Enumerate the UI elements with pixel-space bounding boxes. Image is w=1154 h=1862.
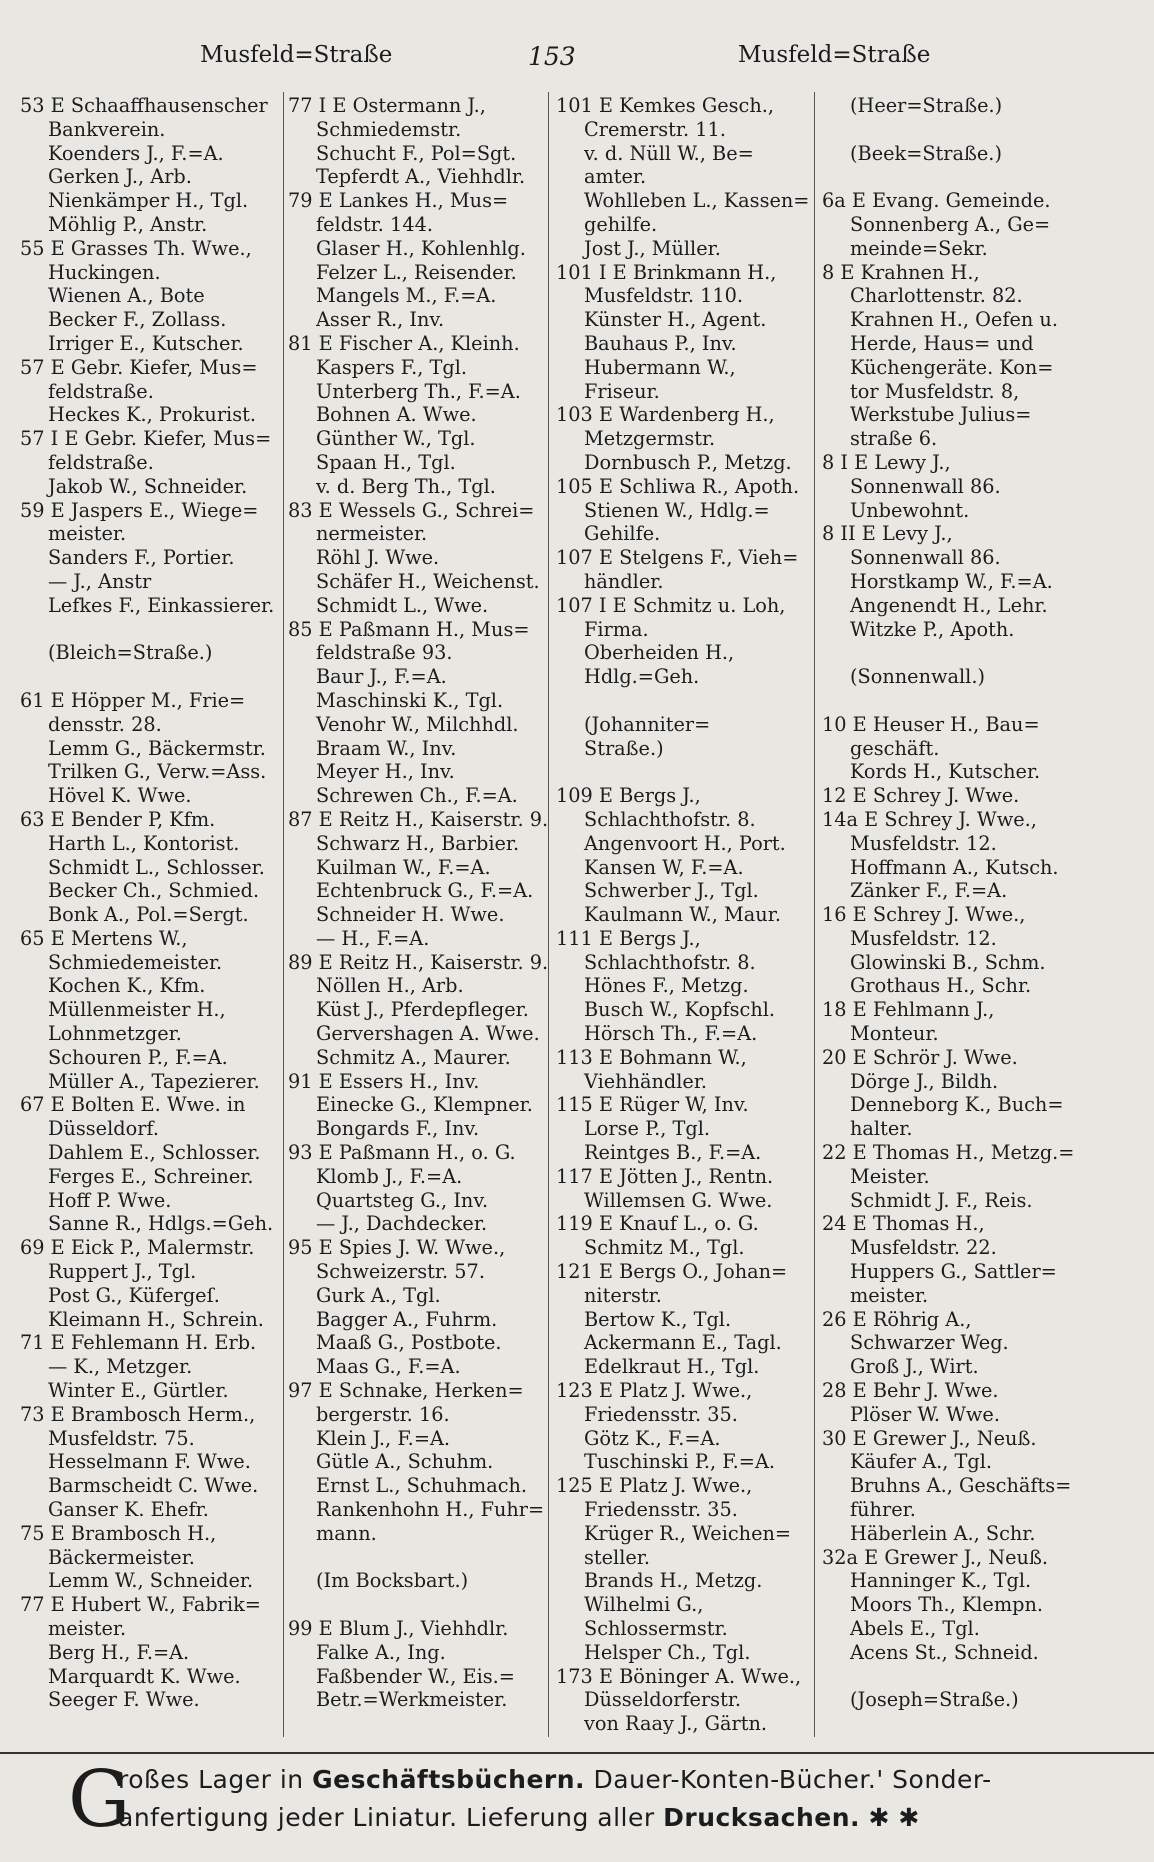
- house-entry: 57 I E Gebr. Kiefer, Mus=: [20, 427, 272, 451]
- spacer: [20, 618, 282, 642]
- ad-text: anfertigung jeder Liniatur. Lieferung aller: [118, 1803, 664, 1832]
- resident-entry: Wohlleben L., Kassen=: [584, 189, 810, 213]
- house-entry: 20 E Schrör J. Wwe.: [822, 1045, 1018, 1069]
- house-entry: 67 E Bolten E. Wwe. in: [20, 1093, 246, 1117]
- street-heading: Straße.): [584, 736, 664, 760]
- house-entry: 69 E Eick P., Malermstr.: [20, 1236, 255, 1260]
- house-entry: 123 E Platz J. Wwe.,: [556, 1379, 753, 1403]
- resident-entry: Monteur.: [850, 1022, 939, 1046]
- resident-entry: Kaulmann W., Maur.: [584, 903, 781, 927]
- resident-entry: Angenendt H., Lehr.: [850, 593, 1048, 617]
- house-entry: 18 E Fehlmann J.,: [822, 998, 995, 1022]
- resident-entry: Hesselmann F. Wwe.: [48, 1450, 251, 1474]
- resident-entry: Schmitz M., Tgl.: [584, 1236, 745, 1260]
- resident-entry: Oberheiden H.,: [584, 641, 735, 665]
- house-entry: 107 E Stelgens F., Vieh=: [556, 546, 799, 570]
- ad-text: roßes Lager in: [118, 1765, 313, 1794]
- resident-entry: Spaan H., Tgl.: [316, 450, 456, 474]
- resident-entry: Schmidt L., Schlosser.: [48, 855, 265, 879]
- resident-entry: Schwerber J., Tgl.: [584, 879, 759, 903]
- street-heading: (Im Bocksbart.): [316, 1569, 469, 1593]
- street-heading: (Sonnenwall.): [850, 665, 985, 689]
- house-entry: 173 E Böninger A. Wwe.,: [556, 1664, 802, 1688]
- resident-entry: Harth L., Kontorist.: [48, 831, 240, 855]
- resident-entry: Betr.=Werkmeister.: [316, 1688, 508, 1712]
- page-header: [0, 42, 1154, 76]
- resident-entry: tor Musfeldstr. 8,: [850, 379, 1020, 403]
- resident-entry: Nienkämper H., Tgl.: [48, 189, 249, 213]
- house-entry: 87 E Reitz H., Kaiserstr. 9.: [288, 807, 549, 831]
- resident-entry: niterstr.: [584, 1283, 662, 1307]
- house-entry: 111 E Bergs J.,: [556, 926, 701, 950]
- resident-entry: Barmscheidt C. Wwe.: [48, 1474, 259, 1498]
- house-entry: 26 E Röhrig A.,: [822, 1307, 972, 1331]
- resident-entry: Hövel K. Wwe.: [48, 784, 192, 808]
- house-entry: 85 E Paßmann H., Mus=: [288, 617, 530, 641]
- house-entry: 12 E Schrey J. Wwe.: [822, 784, 1020, 808]
- resident-entry: Musfeldstr. 22.: [850, 1236, 997, 1260]
- resident-entry: Günther W., Tgl.: [316, 427, 476, 451]
- house-entry: 79 E Lankes H., Mus=: [288, 189, 509, 213]
- resident-entry: Horstkamp W., F.=A.: [850, 569, 1053, 593]
- resident-entry: Maschinski K., Tgl.: [316, 688, 504, 712]
- resident-entry: Schucht F., Pol=Sgt.: [316, 141, 517, 165]
- advertisement-footer: [0, 1752, 1154, 1854]
- resident-entry: Künster H., Agent.: [584, 308, 767, 332]
- resident-entry: Maas G., F.=A.: [316, 1355, 461, 1379]
- resident-entry: Charlottenstr. 82.: [850, 284, 1023, 308]
- ad-text: Dauer-Konten-Bücher.' Sonder-: [585, 1765, 992, 1794]
- house-entry: 101 E Kemkes Gesch.,: [556, 94, 775, 117]
- house-entry: 14a E Schrey J. Wwe.,: [822, 807, 1037, 831]
- resident-entry: meinde=Sekr.: [850, 236, 988, 260]
- page-number: 153: [528, 42, 576, 71]
- resident-entry: Gervershagen A. Wwe.: [316, 1022, 540, 1046]
- directory-column-2: [288, 94, 550, 1734]
- header-street-right: Musfeld=Straße: [738, 42, 931, 68]
- house-entry: 61 E Höpper M., Frie=: [20, 688, 246, 712]
- resident-entry: Hoffmann A., Kutsch.: [850, 855, 1059, 879]
- house-entry: 71 E Fehlemann H. Erb.: [20, 1331, 257, 1355]
- resident-entry: Kansen W, F.=A.: [584, 855, 744, 879]
- resident-entry: Maaß G., Postbote.: [316, 1331, 502, 1355]
- resident-entry: Zänker F., F.=A.: [850, 879, 1008, 903]
- resident-entry: Bongards F., Inv.: [316, 1117, 480, 1141]
- resident-entry: Herde, Haus= und: [850, 331, 1034, 355]
- resident-entry: Gerken J., Arb.: [48, 165, 192, 189]
- resident-entry: händler.: [584, 569, 664, 593]
- house-entry: 113 E Bohmann W.,: [556, 1045, 747, 1069]
- resident-entry: bergerstr. 16.: [316, 1402, 450, 1426]
- column-divider: [283, 92, 284, 1737]
- resident-entry: — J., Dachdecker.: [316, 1212, 488, 1236]
- resident-entry: Klein J., F.=A.: [316, 1426, 451, 1450]
- resident-entry: Unterberg Th., F.=A.: [316, 379, 521, 403]
- resident-entry: feldstraße.: [48, 379, 154, 403]
- resident-entry: Seeger F. Wwe.: [48, 1688, 200, 1712]
- resident-entry: feldstraße 93.: [316, 641, 453, 665]
- resident-entry: Witzke P., Apoth.: [850, 617, 1015, 641]
- resident-entry: Rankenhohn H., Fuhr=: [316, 1498, 545, 1522]
- house-entry: 10 E Heuser H., Bau=: [822, 712, 1040, 736]
- resident-entry: mann.: [316, 1521, 377, 1545]
- resident-entry: Kords H., Kutscher.: [850, 760, 1041, 784]
- house-entry: 8 II E Levy J.,: [822, 522, 953, 546]
- resident-entry: Friedensstr. 35.: [584, 1402, 738, 1426]
- spacer: [556, 689, 818, 713]
- house-entry: 99 E Blum J., Viehhdlr.: [288, 1617, 509, 1640]
- resident-entry: Berg H., F.=A.: [48, 1640, 190, 1664]
- resident-entry: Einecke G., Klempner.: [316, 1093, 533, 1117]
- resident-entry: Brands H., Metzg.: [584, 1569, 763, 1593]
- resident-entry: Kochen K., Kfm.: [48, 974, 206, 998]
- resident-entry: Quartsteg G., Inv.: [316, 1188, 489, 1212]
- spacer: [288, 1546, 550, 1570]
- spacer: [556, 760, 818, 784]
- resident-entry: Bonk A., Pol.=Sergt.: [48, 903, 249, 927]
- advertisement-line-1: [118, 1762, 992, 1798]
- ad-emphasis: Drucksachen.: [663, 1803, 861, 1832]
- resident-entry: Schmidt L., Wwe.: [316, 593, 489, 617]
- resident-entry: Busch W., Kopfschl.: [584, 998, 776, 1022]
- resident-entry: Stienen W., Hdlg.=: [584, 498, 770, 522]
- resident-entry: Viehhändler.: [584, 1069, 708, 1093]
- house-entry: 8 E Krahnen H.,: [822, 260, 980, 284]
- resident-entry: Lemm G., Bäckermstr.: [48, 736, 266, 760]
- directory-column-3: [556, 94, 818, 1734]
- resident-entry: Plöser W. Wwe.: [850, 1402, 1000, 1426]
- house-entry: 65 E Mertens W.,: [20, 926, 188, 950]
- house-entry: 89 E Reitz H., Kaiserstr. 9.: [288, 950, 549, 974]
- house-entry: 105 E Schliwa R., Apoth.: [556, 474, 800, 498]
- directory-column-4: [822, 94, 1134, 1734]
- resident-entry: meister.: [48, 1617, 127, 1640]
- resident-entry: Schlossermstr.: [584, 1617, 728, 1640]
- resident-entry: densstr. 28.: [48, 712, 162, 736]
- resident-entry: Düsseldorferstr.: [584, 1688, 742, 1712]
- spacer: [822, 641, 1134, 665]
- resident-entry: Bruhns A., Geschäfts=: [850, 1474, 1072, 1498]
- resident-entry: Schmiedemstr.: [316, 117, 462, 141]
- resident-entry: Braam W., Inv.: [316, 736, 457, 760]
- house-entry: 117 E Jötten J., Rentn.: [556, 1164, 774, 1188]
- resident-entry: Mangels M., F.=A.: [316, 284, 497, 308]
- house-entry: 125 E Platz J. Wwe.,: [556, 1474, 753, 1498]
- resident-entry: Trilken G., Verw.=Ass.: [48, 760, 267, 784]
- resident-entry: Röhl J. Wwe.: [316, 546, 440, 570]
- resident-entry: Küst J., Pferdepfleger.: [316, 998, 529, 1022]
- house-entry: 16 E Schrey J. Wwe.,: [822, 903, 1026, 927]
- resident-entry: Baur J., F.=A.: [316, 665, 447, 689]
- spacer: [822, 118, 1134, 142]
- resident-entry: feldstraße.: [48, 450, 154, 474]
- resident-entry: Werkstube Julius=: [850, 403, 1032, 427]
- resident-entry: meister.: [48, 522, 127, 546]
- resident-entry: Glowinski B., Schm.: [850, 950, 1046, 974]
- resident-entry: Sanders F., Portier.: [48, 546, 235, 570]
- resident-entry: — K., Metzger.: [48, 1355, 193, 1379]
- resident-entry: Bohnen A. Wwe.: [316, 403, 477, 427]
- resident-entry: Falke A., Ing.: [316, 1640, 446, 1664]
- resident-entry: führer.: [850, 1498, 916, 1522]
- resident-entry: Bauhaus P., Inv.: [584, 331, 737, 355]
- resident-entry: Wilhelmi G.,: [584, 1593, 704, 1617]
- resident-entry: Hubermann W.,: [584, 355, 736, 379]
- resident-entry: Becker F., Zollass.: [48, 308, 227, 332]
- resident-entry: Nöllen H., Arb.: [316, 974, 464, 998]
- house-entry: 109 E Bergs J.,: [556, 784, 701, 808]
- resident-entry: Heckes K., Prokurist.: [48, 403, 256, 427]
- resident-entry: Cremerstr. 11.: [584, 117, 726, 141]
- advertisement-line-2: [118, 1800, 920, 1836]
- resident-entry: Meyer H., Inv.: [316, 760, 455, 784]
- resident-entry: Schouren P., F.=A.: [48, 1045, 228, 1069]
- house-entry: 57 E Gebr. Kiefer, Mus=: [20, 355, 258, 379]
- resident-entry: — J., Anstr: [48, 569, 152, 593]
- resident-entry: Krahnen H., Oefen u.: [850, 308, 1058, 332]
- street-heading: (Joseph=Straße.): [850, 1688, 1019, 1712]
- street-heading: (Johanniter=: [584, 712, 711, 736]
- resident-entry: Venohr W., Milchhdl.: [316, 712, 519, 736]
- directory-column-1: [20, 94, 282, 1734]
- resident-entry: Groß J., Wirt.: [850, 1355, 979, 1379]
- resident-entry: Schlachthofstr. 8.: [584, 807, 756, 831]
- house-entry: 22 E Thomas H., Metzg.=: [822, 1141, 1075, 1165]
- resident-entry: Hönes F., Metzg.: [584, 974, 749, 998]
- house-entry: 93 E Paßmann H., o. G.: [288, 1141, 516, 1165]
- house-entry: 53 E Schaaffhausenscher: [20, 94, 268, 117]
- resident-entry: Bäckermeister.: [48, 1545, 195, 1569]
- resident-entry: nermeister.: [316, 522, 428, 546]
- resident-entry: Ferges E., Schreiner.: [48, 1164, 254, 1188]
- resident-entry: Firma.: [584, 617, 649, 641]
- house-entry: 83 E Wessels G., Schrei=: [288, 498, 535, 522]
- resident-entry: Echtenbruck G., F.=A.: [316, 879, 534, 903]
- spacer: [822, 689, 1134, 713]
- resident-entry: Schrewen Ch., F.=A.: [316, 784, 518, 808]
- resident-entry: Hanninger K., Tgl.: [850, 1569, 1032, 1593]
- resident-entry: Schmitz A., Maurer.: [316, 1045, 511, 1069]
- resident-entry: Bertow K., Tgl.: [584, 1307, 732, 1331]
- resident-entry: Lohnmetzger.: [48, 1022, 182, 1046]
- resident-entry: Gehilfe.: [584, 522, 661, 546]
- street-heading: (Heer=Straße.): [850, 94, 1003, 117]
- resident-entry: Acens St., Schneid.: [850, 1640, 1039, 1664]
- resident-entry: Reintges B., F.=A.: [584, 1141, 762, 1165]
- resident-entry: Irriger E., Kutscher.: [48, 331, 244, 355]
- resident-entry: Helsper Ch., Tgl.: [584, 1640, 751, 1664]
- resident-entry: Edelkraut H., Tgl.: [584, 1355, 760, 1379]
- advertisement-initial: G: [68, 1755, 131, 1845]
- street-heading: (Beek=Straße.): [850, 141, 1002, 165]
- resident-entry: Düsseldorf.: [48, 1117, 159, 1141]
- house-entry: 119 E Knauf L., o. G.: [556, 1212, 759, 1236]
- house-entry: 91 E Essers H., Inv.: [288, 1069, 480, 1093]
- house-entry: 24 E Thomas H.,: [822, 1212, 985, 1236]
- resident-entry: Felzer L., Reisender.: [316, 260, 517, 284]
- resident-entry: Hoff P. Wwe.: [48, 1188, 172, 1212]
- house-entry: 97 E Schnake, Herken=: [288, 1379, 524, 1403]
- resident-entry: Hörsch Th., F.=A.: [584, 1022, 758, 1046]
- resident-entry: amter.: [584, 165, 647, 189]
- resident-entry: Müller A., Tapezierer.: [48, 1069, 260, 1093]
- resident-entry: Gütle A., Schuhm.: [316, 1450, 494, 1474]
- resident-entry: Grothaus H., Schr.: [850, 974, 1032, 998]
- spacer: [20, 665, 282, 689]
- resident-entry: Schlachthofstr. 8.: [584, 950, 756, 974]
- resident-entry: Kuilman W., F.=A.: [316, 855, 491, 879]
- resident-entry: Dörge J., Bildh.: [850, 1069, 999, 1093]
- house-entry: 77 I E Ostermann J.,: [288, 94, 486, 117]
- resident-entry: Häberlein A., Schr.: [850, 1521, 1036, 1545]
- resident-entry: Ackermann E., Tagl.: [584, 1331, 782, 1355]
- resident-entry: Tuschinski P., F.=A.: [584, 1450, 776, 1474]
- spacer: [288, 1593, 550, 1617]
- resident-entry: Hdlg.=Geh.: [584, 665, 700, 689]
- ad-emphasis: Geschäftsbüchern.: [312, 1765, 586, 1794]
- resident-entry: v. d. Nüll W., Be=: [584, 141, 754, 165]
- street-heading: (Bleich=Straße.): [48, 641, 213, 665]
- house-entry: 95 E Spies J. W. Wwe.,: [288, 1236, 506, 1260]
- resident-entry: Kleimann H., Schrein.: [48, 1307, 264, 1331]
- resident-entry: Dornbusch P., Metzg.: [584, 450, 792, 474]
- house-entry: 32a E Grewer J., Neuß.: [822, 1545, 1048, 1569]
- resident-entry: Schneider H. Wwe.: [316, 903, 505, 927]
- resident-entry: Denneborg K., Buch=: [850, 1093, 1064, 1117]
- resident-entry: v. d. Berg Th., Tgl.: [316, 474, 496, 498]
- resident-entry: Koenders J., F.=A.: [48, 141, 224, 165]
- header-street-left: Musfeld=Straße: [200, 42, 393, 68]
- resident-entry: Unbewohnt.: [850, 498, 970, 522]
- resident-entry: Metzgermstr.: [584, 427, 716, 451]
- resident-entry: Götz K., F.=A.: [584, 1426, 721, 1450]
- house-entry: 59 E Jaspers E., Wiege=: [20, 498, 259, 522]
- resident-entry: Ganser K. Ehefr.: [48, 1498, 209, 1522]
- resident-entry: Möhlig P., Anstr.: [48, 212, 208, 236]
- resident-entry: Meister.: [850, 1164, 930, 1188]
- house-entry: 81 E Fischer A., Kleinh.: [288, 331, 520, 355]
- resident-entry: steller.: [584, 1545, 651, 1569]
- resident-entry: Müllenmeister H.,: [48, 998, 226, 1022]
- house-entry: 101 I E Brinkmann H.,: [556, 260, 777, 284]
- house-entry: 77 E Hubert W., Fabrik=: [20, 1593, 261, 1617]
- resident-entry: Lorse P., Tgl.: [584, 1117, 711, 1141]
- resident-entry: Küchengeräte. Kon=: [850, 355, 1054, 379]
- resident-entry: Musfeldstr. 75.: [48, 1426, 195, 1450]
- resident-entry: Huppers G., Sattler=: [850, 1260, 1057, 1284]
- house-entry: 63 E Bender P, Kfm.: [20, 807, 216, 831]
- resident-entry: Kaspers F., Tgl.: [316, 355, 468, 379]
- resident-entry: Ruppert J., Tgl.: [48, 1260, 197, 1284]
- resident-entry: Käufer A., Tgl.: [850, 1450, 993, 1474]
- resident-entry: geschäft.: [850, 736, 940, 760]
- resident-entry: Sonnenwall 86.: [850, 546, 1001, 570]
- ad-text: ✱ ✱: [860, 1803, 920, 1832]
- house-entry: 55 E Grasses Th. Wwe.,: [20, 236, 252, 260]
- resident-entry: halter.: [850, 1117, 913, 1141]
- house-entry: 73 E Brambosch Herm.,: [20, 1402, 256, 1426]
- house-entry: 6a E Evang. Gemeinde.: [822, 189, 1051, 213]
- resident-entry: Jakob W., Schneider.: [48, 474, 248, 498]
- resident-entry: Becker Ch., Schmied.: [48, 879, 260, 903]
- resident-entry: Klomb J., F.=A.: [316, 1164, 463, 1188]
- resident-entry: Dahlem E., Schlosser.: [48, 1141, 261, 1165]
- resident-entry: Gurk A., Tgl.: [316, 1283, 441, 1307]
- resident-entry: Faßbender W., Eis.=: [316, 1664, 515, 1688]
- resident-entry: Jost J., Müller.: [584, 236, 721, 260]
- resident-entry: Post G., Küfergeſ.: [48, 1283, 220, 1307]
- resident-entry: Asser R., Inv.: [316, 308, 445, 332]
- resident-entry: Bankverein.: [48, 117, 166, 141]
- resident-entry: gehilfe.: [584, 212, 658, 236]
- resident-entry: Sonnenwall 86.: [850, 474, 1001, 498]
- resident-entry: — H., F.=A.: [316, 926, 430, 950]
- resident-entry: Moors Th., Klempn.: [850, 1593, 1044, 1617]
- resident-entry: von Raay J., Gärtn.: [584, 1712, 768, 1734]
- resident-entry: Ernst L., Schuhmach.: [316, 1474, 528, 1498]
- resident-entry: Huckingen.: [48, 260, 161, 284]
- resident-entry: Lefkes F., Einkassierer.: [48, 593, 275, 617]
- spacer: [822, 165, 1134, 189]
- resident-entry: Winter E., Gürtler.: [48, 1379, 229, 1403]
- resident-entry: Glaser H., Kohlenhlg.: [316, 236, 526, 260]
- resident-entry: Schwarzer Weg.: [850, 1331, 1009, 1355]
- resident-entry: straße 6.: [850, 427, 938, 451]
- house-entry: 8 I E Lewy J.,: [822, 450, 951, 474]
- resident-entry: Sanne R., Hdlgs.=Geh.: [48, 1212, 274, 1236]
- resident-entry: Krüger R., Weichen=: [584, 1521, 792, 1545]
- resident-entry: Angenvoort H., Port.: [584, 831, 786, 855]
- resident-entry: Schwarz H., Barbier.: [316, 831, 520, 855]
- resident-entry: feldstr. 144.: [316, 212, 433, 236]
- resident-entry: Lemm W., Schneider.: [48, 1569, 254, 1593]
- resident-entry: Abels E., Tgl.: [850, 1617, 980, 1640]
- resident-entry: Friseur.: [584, 379, 660, 403]
- resident-entry: Schmiedemeister.: [48, 950, 223, 974]
- resident-entry: Schmidt J. F., Reis.: [850, 1188, 1033, 1212]
- resident-entry: Musfeldstr. 12.: [850, 831, 997, 855]
- resident-entry: Tepferdt A., Viehhdlr.: [316, 165, 526, 189]
- resident-entry: Willemsen G. Wwe.: [584, 1188, 773, 1212]
- resident-entry: Musfeldstr. 12.: [850, 926, 997, 950]
- resident-entry: Wienen A., Bote: [48, 284, 205, 308]
- resident-entry: meister.: [850, 1283, 929, 1307]
- house-entry: 121 E Bergs O., Johan=: [556, 1260, 788, 1284]
- resident-entry: Sonnenberg A., Ge=: [850, 212, 1051, 236]
- house-entry: 107 I E Schmitz u. Loh,: [556, 593, 786, 617]
- resident-entry: Schweizerstr. 57.: [316, 1260, 485, 1284]
- house-entry: 30 E Grewer J., Neuß.: [822, 1426, 1037, 1450]
- house-entry: 75 E Brambosch H.,: [20, 1521, 217, 1545]
- resident-entry: Marquardt K. Wwe.: [48, 1664, 241, 1688]
- resident-entry: Friedensstr. 35.: [584, 1498, 738, 1522]
- resident-entry: Bagger A., Fuhrm.: [316, 1307, 498, 1331]
- house-entry: 28 E Behr J. Wwe.: [822, 1379, 999, 1403]
- resident-entry: Musfeldstr. 110.: [584, 284, 744, 308]
- spacer: [822, 1665, 1134, 1689]
- house-entry: 115 E Rüger W, Inv.: [556, 1093, 749, 1117]
- resident-entry: Schäfer H., Weichenst.: [316, 569, 540, 593]
- house-entry: 103 E Wardenberg H.,: [556, 403, 775, 427]
